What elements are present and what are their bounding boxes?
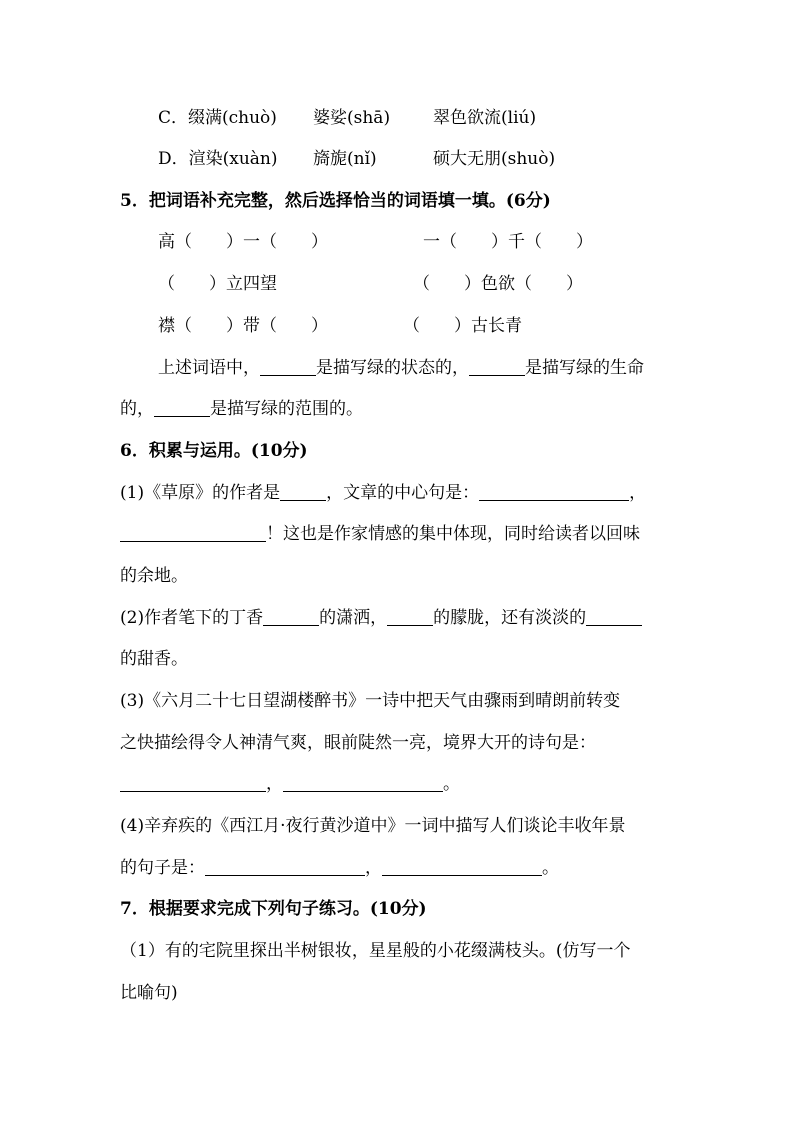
q6-item4-line2: 的句子是： ， 。 <box>120 858 559 878</box>
answer-blank[interactable] <box>382 858 542 876</box>
answer-blank[interactable] <box>120 524 266 542</box>
q4-option-d-word2: 旖旎(nǐ) <box>313 149 377 169</box>
q4-option-d-label: D．渲染(xuàn) <box>158 149 278 169</box>
q4-option-c-word2: 婆娑(shā) <box>313 108 391 128</box>
answer-blank[interactable] <box>263 608 319 626</box>
q5-idiom-1: 高（ ）一（ ） <box>158 232 328 252</box>
q5-idiom-5: 襟（ ）带（ ） <box>158 316 328 336</box>
q6-item4-line1: (4)辛弃疾的《西江月·夜行黄沙道中》一词中描写人们谈论丰收年景 <box>120 816 626 836</box>
answer-blank[interactable] <box>387 608 433 626</box>
answer-blank[interactable] <box>469 358 525 376</box>
q6-item3-line2: 之快描绘得令人神清气爽，眼前陡然一亮，境界大开的诗句是： <box>120 733 596 753</box>
answer-blank[interactable] <box>154 399 210 417</box>
q5-idiom-2: 一（ ）千（ ） <box>423 232 593 252</box>
q5-idiom-3: （ ）立四望 <box>158 274 277 294</box>
q6-item1-line2: ！这也是作家情感的集中体现，同时给读者以回味 <box>120 523 640 545</box>
answer-blank[interactable] <box>280 483 326 501</box>
q6-item2-line2: 的甜香。 <box>120 649 188 669</box>
answer-blank[interactable] <box>260 358 316 376</box>
q7-item1-line1: （1）有的宅院里探出半树银妆，星星般的小花缀满枝头。(仿写一个 <box>120 941 631 961</box>
q5-idiom-6: （ ）古长青 <box>403 316 522 336</box>
answer-blank[interactable] <box>283 774 443 792</box>
q6-item2-line1: (2)作者笔下的丁香 的潇洒， 的朦胧，还有淡淡的 <box>120 607 642 629</box>
q4-option-c-label: C．缀满(chuò) <box>158 108 277 128</box>
answer-blank[interactable] <box>586 608 642 626</box>
answer-blank[interactable] <box>479 483 629 501</box>
q5-fill-line-2: 的， 是描写绿的范围的。 <box>120 399 363 419</box>
q6-item3-line3: ， 。 <box>120 773 460 795</box>
q5-fill-line-1: 上述词语中， 是描写绿的状态的， 是描写绿的生命 <box>158 358 644 378</box>
q4-option-d-word3: 硕大无朋(shuò) <box>433 149 556 169</box>
q4-option-c-word3: 翠色欲流(liú) <box>433 108 537 128</box>
q6-title: 6．积累与运用。(10分) <box>120 441 308 461</box>
q6-item1-line1: (1)《草原》的作者是 ，文章的中心句是： ， <box>120 483 647 503</box>
q7-item1-line2: 比喻句) <box>120 983 178 1003</box>
q5-idiom-4: （ ）色欲（ ） <box>413 274 583 294</box>
q6-item3-line1: (3)《六月二十七日望湖楼醉书》一诗中把天气由骤雨到晴朗前转变 <box>120 691 621 711</box>
q5-title: 5．把词语补充完整，然后选择恰当的词语填一填。(6分) <box>120 191 551 211</box>
answer-blank[interactable] <box>120 774 266 792</box>
q6-item1-line3: 的余地。 <box>120 566 188 586</box>
answer-blank[interactable] <box>205 858 365 876</box>
q7-title: 7．根据要求完成下列句子练习。(10分) <box>120 899 427 919</box>
